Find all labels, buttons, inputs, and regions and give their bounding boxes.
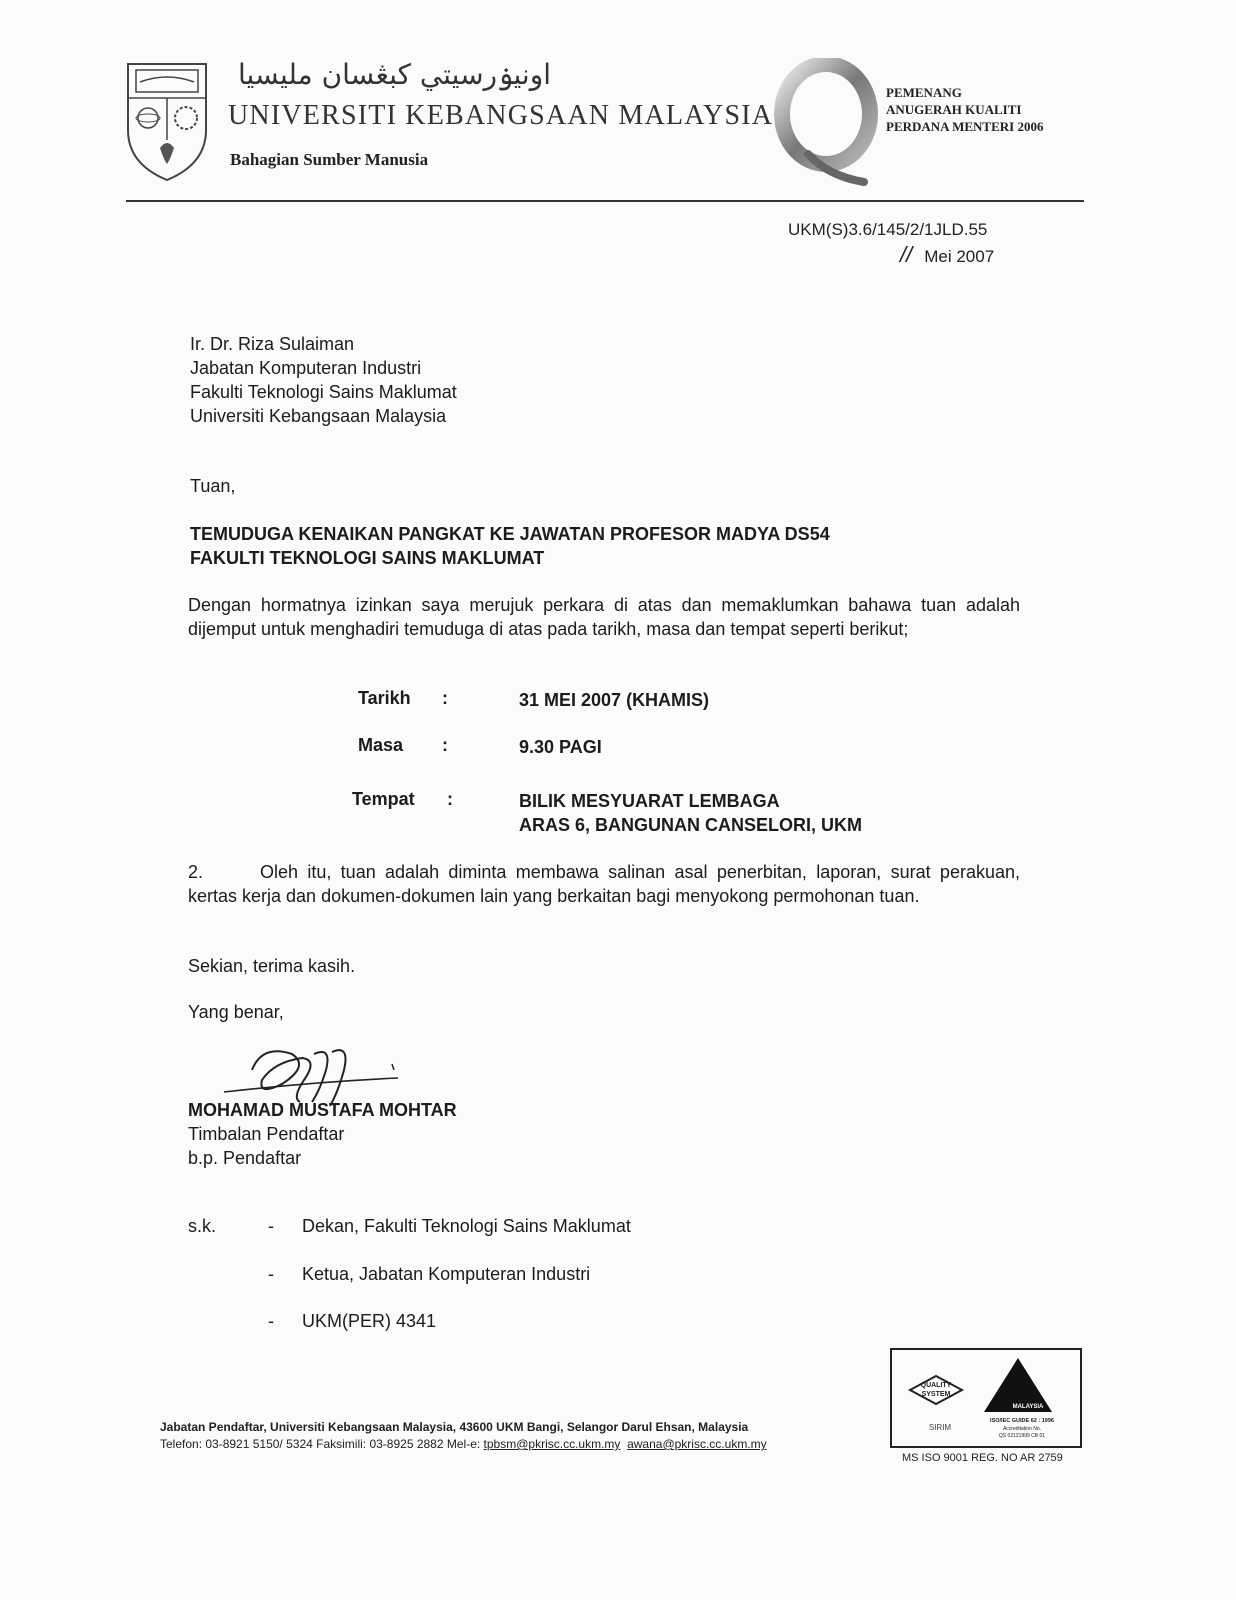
- header-divider: [126, 200, 1084, 202]
- date-text: Mei 2007: [924, 247, 995, 266]
- tempat-line: ARAS 6, BANGUNAN CANSELORI, UKM: [519, 815, 863, 835]
- cc-item-text: Dekan, Fakulti Teknologi Sains Maklumat: [302, 1216, 631, 1236]
- body-paragraph-1: Dengan hormatnya izinkan saya merujuk perkara di atas dan memaklumkan bahawa tuan adalah dijemput untuk menghadiri temuduga di atas pada tarikh, masa dan tempat seperti berikut;: [188, 595, 1020, 639]
- detail-label-tarikh: Tarikh: [358, 688, 411, 708]
- address-line: Fakulti Teknologi Sains Maklumat: [190, 382, 457, 402]
- address-line: Ir. Dr. Riza Sulaiman: [190, 334, 355, 354]
- signer-block: [188, 1098, 457, 1170]
- certification-reg-number: MS ISO 9001 REG. NO AR 2759: [902, 1452, 1063, 1464]
- detail-value-tempat: [519, 789, 862, 837]
- detail-colon: :: [442, 735, 448, 755]
- cert-accred-text: Accreditation No.: [1002, 1426, 1042, 1432]
- detail-value-tarikh: 31 MEI 2007 (KHAMIS): [519, 690, 710, 710]
- detail-colon: :: [442, 688, 448, 708]
- body-paragraph-2: [188, 860, 1020, 908]
- quality-award-q-logo: [768, 58, 878, 188]
- cc-item: [268, 1216, 631, 1237]
- award-line: PEMENANG: [886, 85, 962, 100]
- date-handwritten-mark: //: [900, 242, 913, 267]
- recipient-address: [190, 332, 457, 428]
- salutation: Tuan,: [190, 476, 236, 496]
- cc-dash: -: [268, 1216, 274, 1236]
- certification-marks: [892, 1350, 1080, 1446]
- cc-item: [268, 1264, 590, 1285]
- closing-line: Sekian, terima kasih.: [188, 956, 356, 976]
- subject-line: FAKULTI TEKNOLOGI SAINS MAKLUMAT: [190, 548, 545, 568]
- cc-dash: -: [268, 1311, 274, 1331]
- award-line: ANUGERAH KUALITI: [886, 102, 1022, 117]
- university-name-jawi: اونيۏرسيتي كبڠسا‌ن مليسيا: [238, 58, 552, 91]
- detail-label-masa: Masa: [358, 735, 404, 755]
- letter-subject: [190, 522, 830, 570]
- university-crest-logo: [124, 60, 210, 184]
- cert-accred-no-text: QS 02121999 CB 01: [998, 1433, 1046, 1439]
- subject-line: TEMUDUGA KENAIKAN PANGKAT KE JAWATAN PROFESOR MADYA DS54: [190, 524, 830, 544]
- email-link-2[interactable]: awana@pkrisc.cc.ukm.my: [627, 1437, 767, 1451]
- certification-box: [890, 1348, 1082, 1448]
- cc-item: [268, 1311, 436, 1332]
- reference-number: UKM(S)3.6/145/2/1JLD.55: [788, 220, 988, 239]
- cc-dash: -: [268, 1264, 274, 1284]
- regards-line: Yang benar,: [188, 1002, 284, 1022]
- detail-value-masa: 9.30 PAGI: [519, 737, 602, 757]
- detail-label-tempat: Tempat: [352, 789, 415, 809]
- cert-quality-text: QUALITY: [920, 1382, 952, 1389]
- signer-capacity: b.p. Pendaftar: [188, 1148, 302, 1168]
- footer-contact: [160, 1437, 767, 1451]
- cc-item-text: Ketua, Jabatan Komputeran Industri: [302, 1264, 591, 1284]
- signer-name: MOHAMAD MUSTAFA MOHTAR: [188, 1100, 457, 1120]
- cert-sirim-text: SIRIM: [928, 1423, 952, 1432]
- department-name: Bahagian Sumber Manusia: [230, 150, 429, 169]
- email-link-1[interactable]: tpbsm@pkrisc.cc.ukm.my: [483, 1437, 621, 1451]
- paragraph-2-text: Oleh itu, tuan adalah diminta membawa salinan asal penerbitan, laporan, surat perakuan, kertas kerja dan dokumen-dokumen lain yang berkaitan bagi menyokong permohonan tuan.: [188, 862, 1020, 906]
- cert-guide-text: ISO/IEC GUIDE 62 : 1996: [990, 1418, 1054, 1424]
- cert-malaysia-text: MALAYSIA: [1012, 1404, 1044, 1410]
- footer-address: Jabatan Pendaftar, Universiti Kebangsaan Malaysia, 43600 UKM Bangi, Selangor Darul Ehsan, Malaysia: [160, 1420, 749, 1434]
- award-line: PERDANA MENTERI 2006: [886, 119, 1044, 134]
- tempat-line: BILIK MESYUARAT LEMBAGA: [519, 791, 780, 811]
- award-text: [886, 84, 1043, 135]
- address-line: Jabatan Komputeran Industri: [190, 358, 422, 378]
- cc-item-text: UKM(PER) 4341: [302, 1311, 437, 1331]
- contact-prefix: Telefon: 03-8921 5150/ 5324 Faksimili: 03-8925 2882 Mel-e:: [160, 1437, 484, 1451]
- cert-system-text: SYSTEM: [921, 1391, 951, 1398]
- cc-label: s.k.: [188, 1216, 217, 1236]
- university-name: UNIVERSITI KEBANGSAAN MALAYSIA: [228, 100, 774, 131]
- paragraph-number: 2.: [188, 862, 204, 882]
- signer-title: Timbalan Pendaftar: [188, 1124, 345, 1144]
- address-line: Universiti Kebangsaan Malaysia: [190, 406, 447, 426]
- detail-colon: :: [447, 789, 453, 809]
- letter-date: [900, 242, 994, 268]
